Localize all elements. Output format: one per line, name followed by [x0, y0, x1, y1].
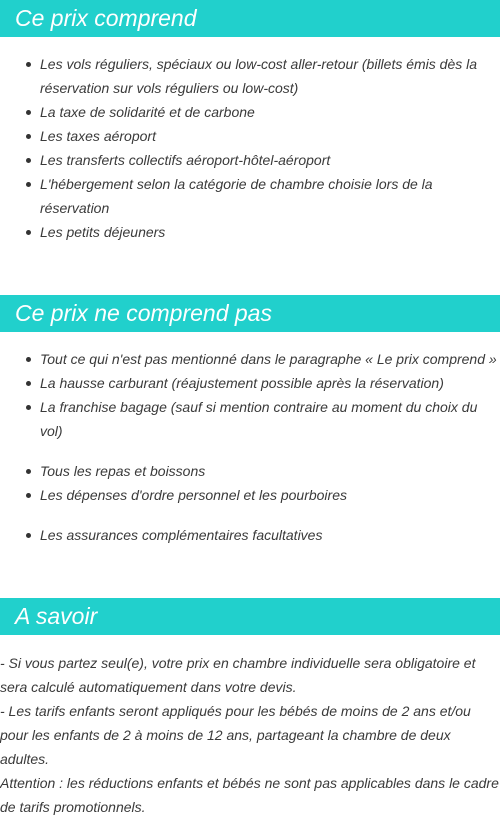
comprend-list	[0, 52, 500, 244]
a-savoir-text	[0, 651, 500, 819]
savoir-line: Attention : les réductions enfants et bébés ne sont pas applicables dans le cadre de tarifs promotionnels.	[0, 775, 499, 815]
list-item: La hausse carburant (réajustement possible après la réservation)	[40, 371, 500, 395]
ne-comprend-pas-list-2	[0, 459, 500, 507]
list-item: Les petits déjeuners	[40, 220, 500, 244]
ne-comprend-pas-list-3	[0, 523, 500, 547]
list-item: La taxe de solidarité et de carbone	[40, 100, 500, 124]
list-item: La franchise bagage (sauf si mention contraire au moment du choix du vol)	[40, 395, 500, 443]
list-item: Les taxes aéroport	[40, 124, 500, 148]
ne-comprend-pas-list	[0, 347, 500, 443]
list-item: Les transferts collectifs aéroport-hôtel-aéroport	[40, 148, 500, 172]
section-title-ne-comprend-pas: Ce prix ne comprend pas	[0, 295, 500, 332]
savoir-line: - Si vous partez seul(e), votre prix en chambre individuelle sera obligatoire et sera calculé automatiquement dans votre devis.	[0, 655, 476, 695]
list-item: Les assurances complémentaires facultatives	[40, 523, 500, 547]
list-item: Les dépenses d'ordre personnel et les pourboires	[40, 483, 500, 507]
list-item: Tous les repas et boissons	[40, 459, 500, 483]
list-item: Tout ce qui n'est pas mentionné dans le paragraphe « Le prix comprend »	[40, 347, 500, 371]
section-title-comprend: Ce prix comprend	[0, 0, 500, 37]
section-title-a-savoir: A savoir	[0, 598, 500, 635]
list-item: Les vols réguliers, spéciaux ou low-cost aller-retour (billets émis dès la réservation sur vols réguliers ou low-cost)	[40, 52, 500, 100]
list-item: L'hébergement selon la catégorie de chambre choisie lors de la réservation	[40, 172, 500, 220]
savoir-line: - Les tarifs enfants seront appliqués pour les bébés de moins de 2 ans et/ou pour les enfants de 2 à moins de 12 ans, partageant la chambre de deux adultes.	[0, 703, 471, 767]
